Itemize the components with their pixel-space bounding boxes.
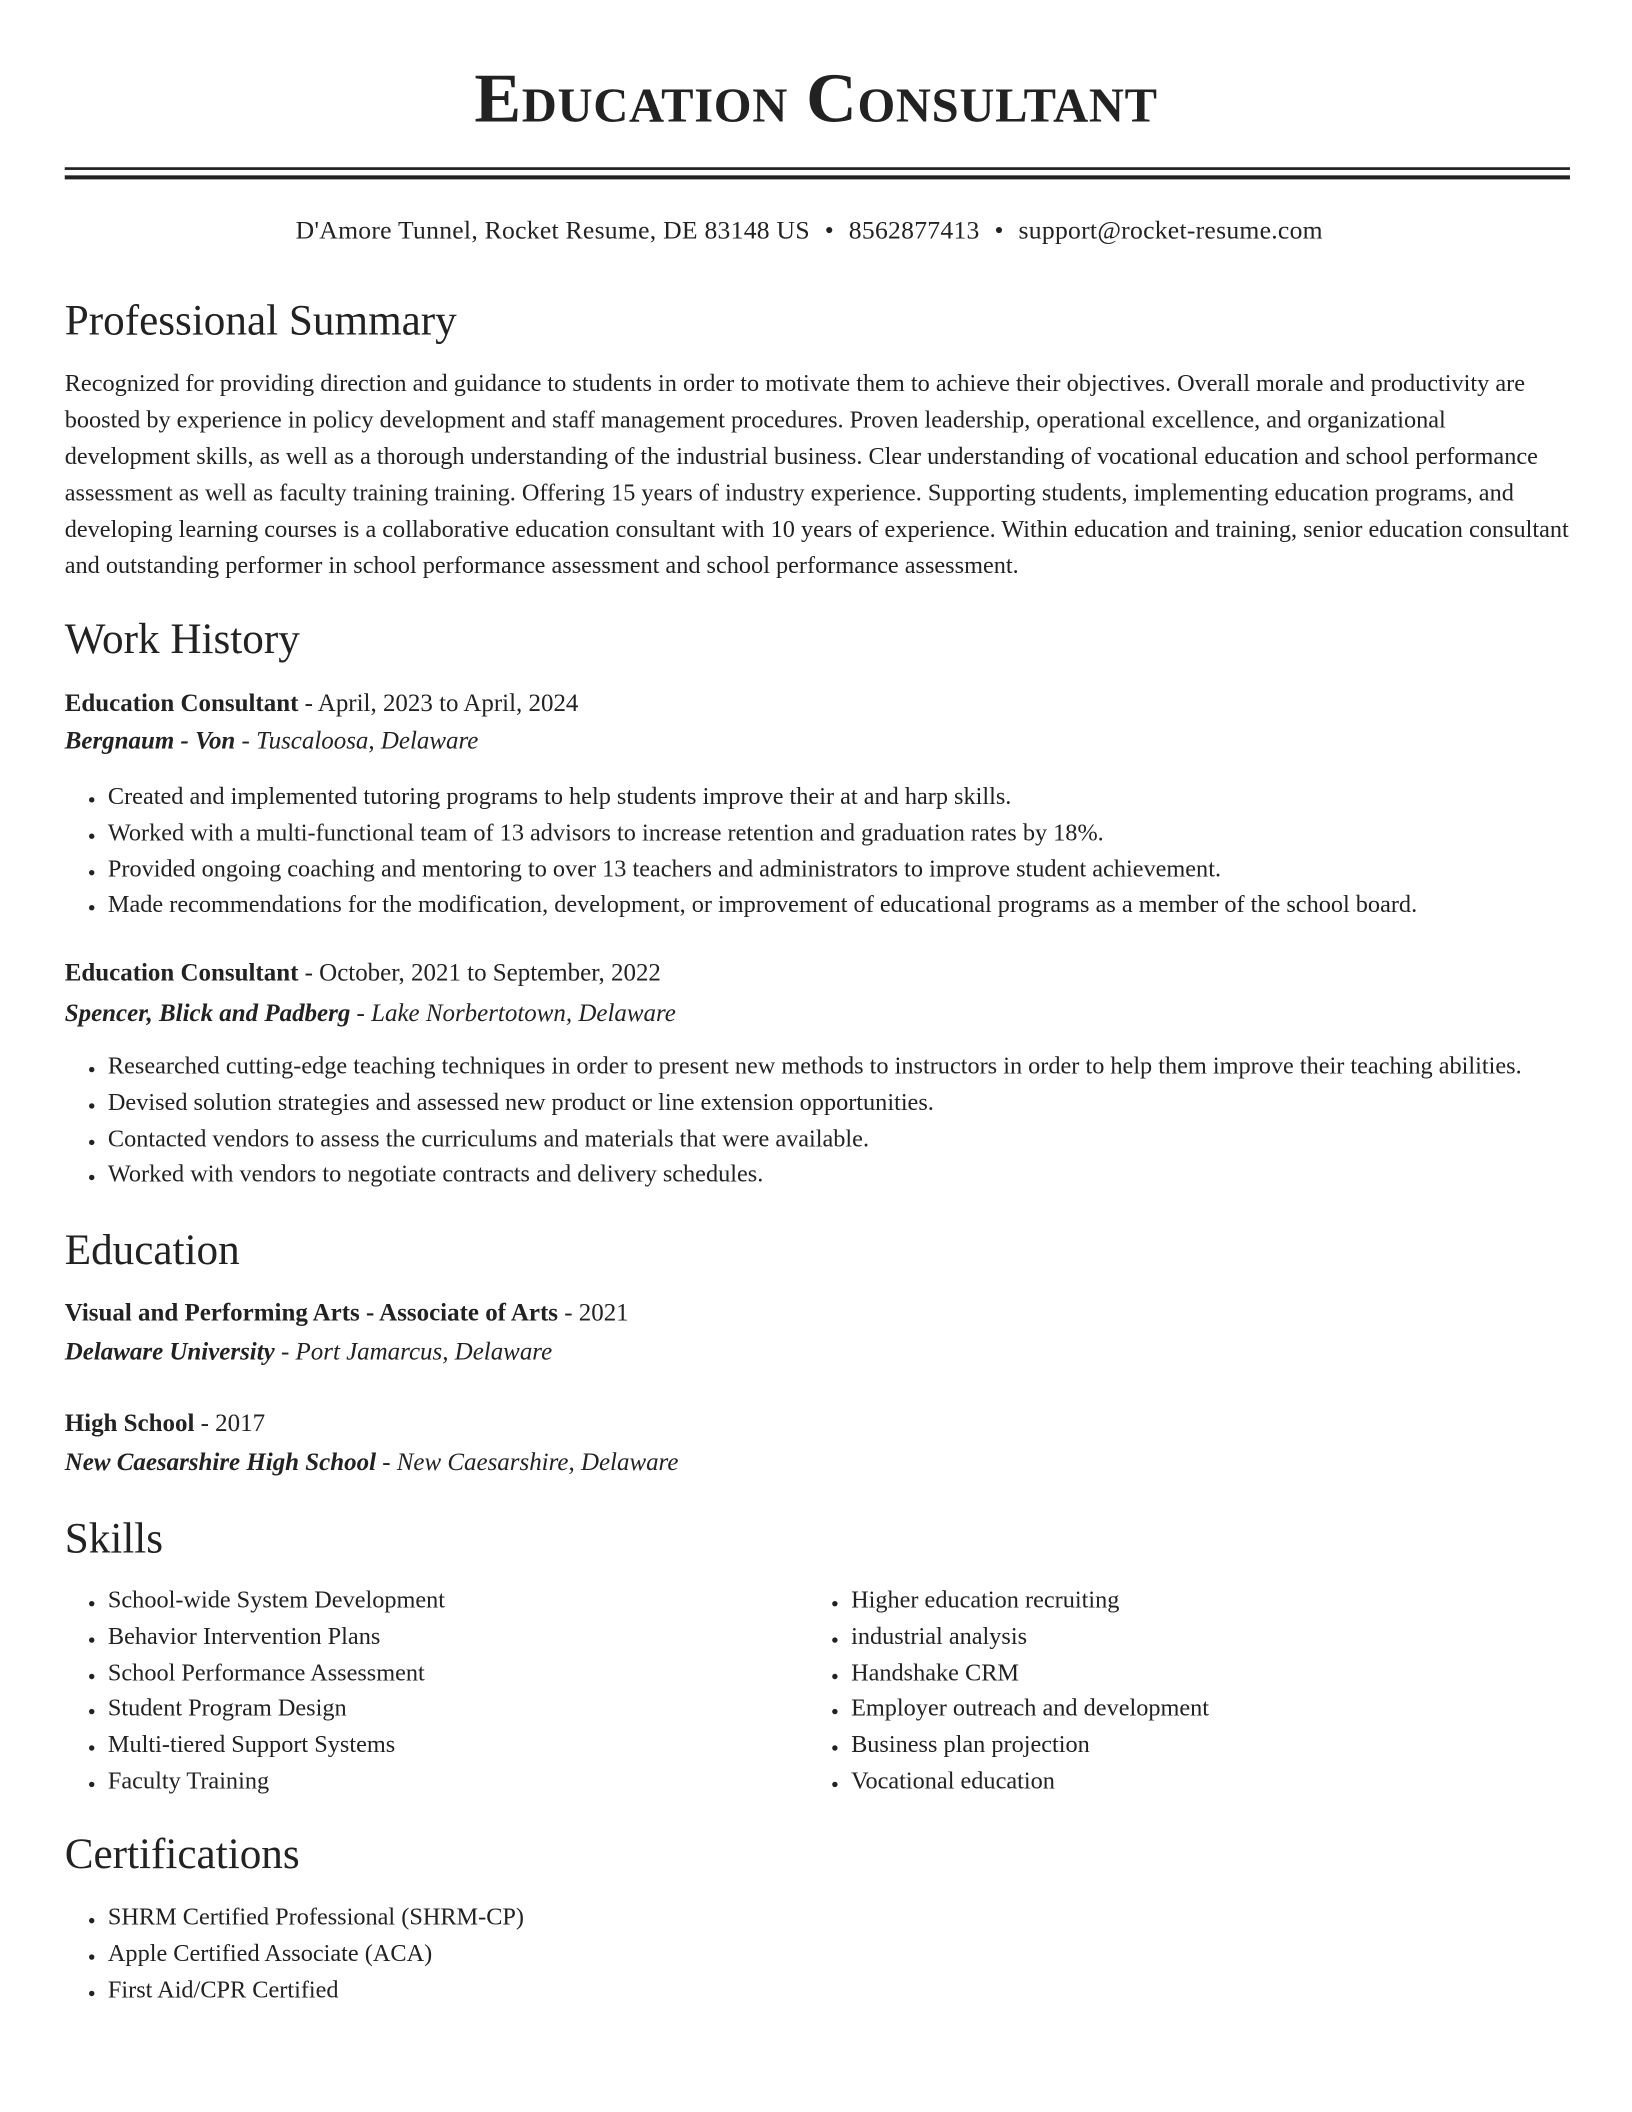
title-divider-thin bbox=[65, 167, 1570, 170]
list-item: • School Performance Assessment bbox=[108, 1654, 809, 1690]
contact-separator: • bbox=[824, 217, 834, 246]
job-location: - Lake Norbertotown, Delaware bbox=[356, 1000, 676, 1028]
list-item: • Vocational education bbox=[851, 1763, 1606, 1799]
list-item: • Apple Certified Associate (ACA) bbox=[108, 1935, 1632, 1971]
list-item: • Student Program Design bbox=[108, 1691, 809, 1727]
list-item: • Devised solution strategies and assessed new product or line extension opportunities. bbox=[108, 1084, 1632, 1120]
education-location: - Port Jamarcus, Delaware bbox=[280, 1339, 553, 1367]
list-item: • Contacted vendors to assess the curriculums and materials that were available. bbox=[108, 1120, 1632, 1156]
education-location: - New Caesarshire, Delaware bbox=[382, 1449, 679, 1477]
education-2-school-line bbox=[65, 1446, 679, 1481]
education-year: - 2017 bbox=[200, 1410, 266, 1438]
list-item: • Made recommendations for the modification, development, or improvement of educational programs as a member of the school board. bbox=[108, 887, 1632, 923]
list-item: • Multi-tiered Support Systems bbox=[108, 1727, 809, 1763]
list-item: • Higher education recruiting bbox=[851, 1582, 1606, 1618]
list-item: • Created and implemented tutoring programs to help students improve their at and harp skills. bbox=[108, 778, 1632, 814]
resume-title: Education Consultant bbox=[474, 60, 1158, 138]
job-dates: - April, 2023 to April, 2024 bbox=[304, 690, 579, 718]
education-2-header bbox=[65, 1407, 265, 1442]
education-1-header bbox=[65, 1296, 629, 1331]
education-degree: High School bbox=[64, 1410, 195, 1438]
job-1-company-line bbox=[65, 724, 479, 759]
list-item: • School-wide System Development bbox=[108, 1582, 809, 1618]
job-2-header bbox=[65, 956, 661, 991]
list-item: • Worked with vendors to negotiate contracts and delivery schedules. bbox=[108, 1156, 1632, 1192]
work-history-heading: Work History bbox=[64, 613, 300, 663]
list-item: • industrial analysis bbox=[851, 1618, 1606, 1654]
education-school: Delaware University bbox=[64, 1339, 275, 1367]
skills-list-left bbox=[65, 1582, 810, 1799]
job-1-header bbox=[65, 687, 579, 722]
job-company: Spencer, Blick and Padberg bbox=[64, 1000, 351, 1028]
education-year: - 2021 bbox=[564, 1300, 629, 1328]
list-item: • SHRM Certified Professional (SHRM-CP) bbox=[108, 1899, 1632, 1935]
education-1-school-line bbox=[65, 1335, 552, 1370]
job-1-bullets bbox=[65, 778, 1632, 923]
contact-line bbox=[0, 216, 1619, 248]
list-item: • Behavior Intervention Plans bbox=[108, 1618, 809, 1654]
skills-heading: Skills bbox=[64, 1513, 164, 1562]
certifications-heading: Certifications bbox=[64, 1828, 300, 1878]
list-item: • Researched cutting-edge teaching techniques in order to present new methods to instructors in order to help them improve their teaching abilities. bbox=[108, 1048, 1632, 1084]
job-dates: - October, 2021 to September, 2022 bbox=[304, 960, 661, 988]
contact-address: D'Amore Tunnel, Rocket Resume, DE 83148 US bbox=[295, 217, 810, 246]
education-school: New Caesarshire High School bbox=[64, 1449, 377, 1477]
education-degree: Visual and Performing Arts - Associate of Arts bbox=[64, 1300, 558, 1328]
list-item: • Handshake CRM bbox=[851, 1654, 1606, 1690]
skills-list-right bbox=[808, 1582, 1606, 1799]
summary-text: Recognized for providing direction and guidance to students in order to motivate them to achieve their objectives. Overall morale and productivity are boosted by experience in policy development and staff management procedures. Proven leadership, operational excellence, and organizational development skills, as well as a thorough understanding of the industrial business. Clear understanding of vocational education and school performance assessment as well as faculty training training. Offering 15 years of industry experience. Supporting students, implementing education programs, and developing learning courses is a collaborative education consultant with 10 years of experience. Within education and training, senior education consultant and outstanding performer in school performance assessment and school performance assessment. bbox=[64, 369, 1569, 579]
list-item: • Employer outreach and development bbox=[851, 1691, 1606, 1727]
list-item: • Business plan projection bbox=[851, 1727, 1606, 1763]
title-divider-thick bbox=[65, 175, 1570, 179]
list-item: • Provided ongoing coaching and mentoring to over 13 teachers and administrators to improve student achievement. bbox=[108, 851, 1632, 887]
summary-heading: Professional Summary bbox=[64, 295, 457, 344]
job-company: Bergnaum - Von bbox=[64, 728, 236, 756]
contact-email: support@rocket-resume.com bbox=[1018, 217, 1323, 246]
list-item: • Worked with a multi-functional team of 13 advisors to increase retention and graduation rates by 18%. bbox=[108, 814, 1632, 850]
list-item: • First Aid/CPR Certified bbox=[108, 1971, 1632, 2007]
job-title: Education Consultant bbox=[64, 690, 299, 718]
contact-separator: • bbox=[994, 217, 1004, 246]
certifications-list bbox=[65, 1899, 1632, 2007]
list-item: • Faculty Training bbox=[108, 1763, 809, 1799]
job-2-bullets bbox=[65, 1048, 1632, 1193]
job-title: Education Consultant bbox=[64, 960, 299, 988]
education-heading: Education bbox=[64, 1224, 240, 1274]
job-2-company-line bbox=[65, 997, 676, 1032]
contact-phone: 8562877413 bbox=[848, 217, 980, 246]
job-location: - Tuscaloosa, Delaware bbox=[241, 728, 479, 756]
